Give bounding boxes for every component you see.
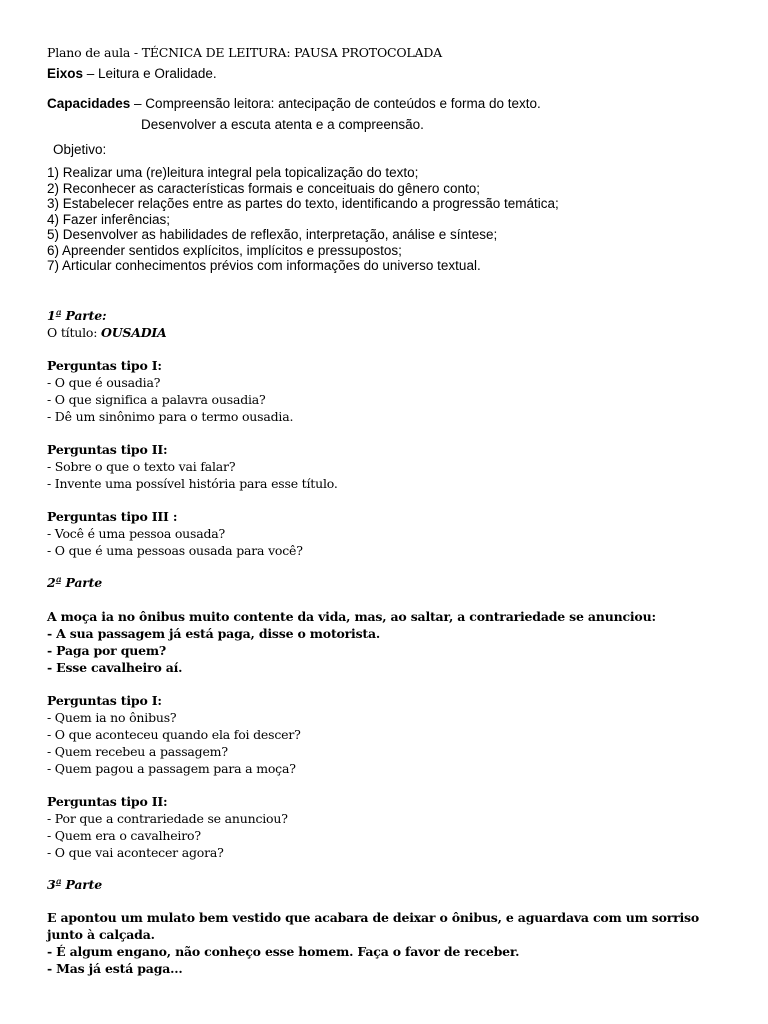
pergunta-item: - Você é uma pessoa ousada? [47,526,226,541]
parte2-tipo2-heading: Perguntas tipo II: [47,794,168,809]
texto-line: - Mas já está paga... [47,961,183,976]
objetivo-item: 4) Fazer inferências; [47,212,171,227]
titulo-line [47,327,167,340]
capacidades-text-2: Desenvolver a escuta atenta e a compreensão. [141,117,424,132]
pergunta-item: - Por que a contrariedade se anunciou? [47,811,288,826]
objetivo-item: 6) Apreender sentidos explícitos, implícitos e pressupostos; [47,243,402,258]
texto-line: - Esse cavalheiro aí. [47,660,183,675]
titulo-value: OUSADIA [101,325,167,340]
objetivo-label: Objetivo: [53,142,107,157]
pergunta-item: - Invente uma possível história para esse título. [47,476,338,491]
pergunta-item: - Dê um sinônimo para o termo ousadia. [47,409,294,424]
parte1-tipo3-heading: Perguntas tipo III : [47,509,178,524]
parte3-heading: 3ª Parte [47,877,103,892]
pergunta-item: - Quem recebeu a passagem? [47,744,228,759]
eixos-text: – Leitura e Oralidade. [83,66,217,81]
capacidades-line [47,97,541,111]
objetivo-item: 2) Reconhecer as características formais e conceituais do gênero conto; [47,181,480,196]
texto-line: A moça ia no ônibus muito contente da vida, mas, ao saltar, a contrariedade se anunciou: [47,609,656,624]
texto-line: - A sua passagem já está paga, disse o motorista. [47,626,381,641]
pergunta-item: - Quem era o cavalheiro? [47,828,201,843]
capacidades-label: Capacidades [47,96,131,111]
eixos-label: Eixos [47,66,84,81]
objetivo-item: 1) Realizar uma (re)leitura integral pela topicalização do texto; [47,165,419,180]
pergunta-item: - O que é uma pessoas ousada para você? [47,543,303,558]
capacidades-text: – Compreensão leitora: antecipação de conteúdos e forma do texto. [130,96,541,111]
parte2-heading: 2ª Parte [47,575,103,590]
objetivo-item: 7) Articular conhecimentos prévios com informações do universo textual. [47,258,481,273]
pergunta-item: - Quem ia no ônibus? [47,710,177,725]
titulo-label: O título: [47,325,102,340]
parte1-heading: 1ª Parte: [47,308,107,323]
document-title: Plano de aula - TÉCNICA DE LEITURA: PAUSA PROTOCOLADA [47,45,442,60]
texto-line: - É algum engano, não conheço esse homem. Faça o favor de receber. [47,944,520,959]
objetivo-item: 5) Desenvolver as habilidades de reflexão, interpretação, análise e síntese; [47,227,498,242]
parte2-tipo1-heading: Perguntas tipo I: [47,693,162,708]
pergunta-item: - O que vai acontecer agora? [47,845,224,860]
texto-line: - Paga por quem? [47,643,167,658]
pergunta-item: - Quem pagou a passagem para a moça? [47,761,296,776]
texto-line: E apontou um mulato bem vestido que acabara de deixar o ônibus, e aguardava com um sorriso [47,910,700,925]
pergunta-item: - O que aconteceu quando ela foi descer? [47,727,301,742]
eixos-line [47,67,217,81]
pergunta-item: - O que significa a palavra ousadia? [47,392,266,407]
texto-line: junto à calçada. [47,927,155,942]
parte1-tipo2-heading: Perguntas tipo II: [47,442,168,457]
pergunta-item: - O que é ousadia? [47,375,161,390]
objetivo-item: 3) Estabelecer relações entre as partes do texto, identificando a progressão temática; [47,196,559,211]
pergunta-item: - Sobre o que o texto vai falar? [47,459,236,474]
parte1-tipo1-heading: Perguntas tipo I: [47,358,162,373]
